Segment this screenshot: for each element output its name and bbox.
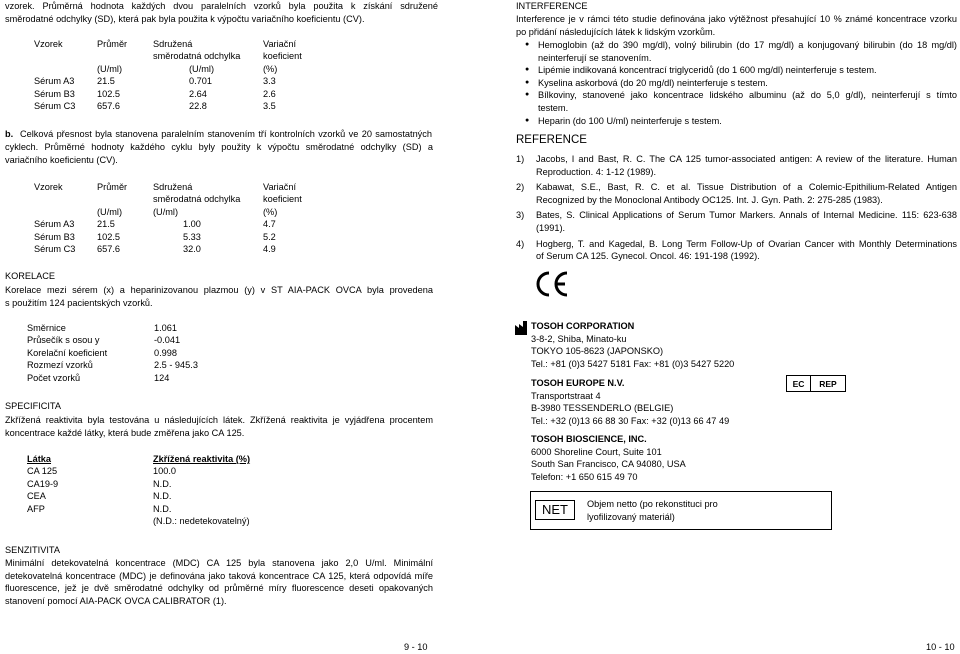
net-symbol: NET: [535, 500, 575, 520]
address-line: Telefon: +1 650 615 49 70: [531, 471, 638, 482]
item-line: ● Bílkoviny, stanovené jako koncentrace lidského albuminu (až do 5,0 g/dl), neinterferují s tímto: [538, 90, 957, 101]
table-row: [27, 478, 293, 490]
page-number-left: 9 - 10: [404, 642, 428, 652]
reference-line: Hogberg, T. and Kagedal, B. Long Term Follow-Up of Ovarian Cancer with Monthly Determinations: [536, 238, 957, 249]
net-line: lyofilizovaný materiál): [587, 511, 675, 522]
paragraph-line: s použitím 124 pacientských vzorků.: [5, 297, 153, 308]
cell: 22.8: [189, 101, 207, 112]
cell: 3.3: [263, 76, 276, 87]
list-item: [516, 39, 957, 64]
item-line: testem.: [538, 102, 569, 113]
cell: 657.6: [97, 101, 120, 112]
paragraph-line: Interference je v rámci této studie definována jako výtěžnost přesahující 10 % známé koncentrace vzorku: [516, 14, 957, 24]
stat-row: [27, 347, 234, 359]
table-row: [34, 243, 323, 255]
interference-paragraph: [516, 13, 957, 38]
reference-line: (1991).: [536, 222, 566, 233]
table-row: [27, 490, 293, 502]
item-line: neinterferují se stanovením.: [538, 52, 652, 63]
header-cell: koeficient: [263, 51, 302, 62]
stat-row: [27, 322, 234, 334]
table-header-row: [34, 181, 323, 193]
cell: Sérum C3: [34, 244, 76, 255]
header-cell: Sdružená: [153, 39, 193, 49]
company-name: TOSOH BIOSCIENCE, INC.: [531, 434, 647, 444]
cell: 21.5: [97, 76, 115, 87]
reference-line: Jacobs, I and Bast, R. C. The CA 125 tumor-associated antigen: A review of the literature. Human: [536, 154, 957, 164]
paragraph-line: Celková přesnost byla stanovena paralelním stanovením tří kontrolních vzorků ve 20 samostatných: [20, 129, 432, 139]
stat-value: 2.5 - 945.3: [154, 360, 198, 371]
list-item: [516, 64, 957, 77]
reference-line: Kabawat, S.E., Bast, R. C. et al. Tissue Distribution of a Colemic-Epithilium-Related Antigen: [536, 182, 957, 193]
list-item: [516, 115, 957, 128]
reference-number: 2): [516, 182, 525, 193]
interference-list: [516, 39, 957, 127]
cell: 2.64: [189, 88, 207, 99]
paragraph-line: cyklech. Průměrné hodnoty každého cyklu byly použity k výpočtu směrodatné odchylky (SD) a: [5, 142, 433, 152]
reference-heading: REFERENCE: [516, 134, 587, 146]
header-cell: koeficient: [263, 194, 302, 205]
header-cell: Sdružená: [153, 182, 193, 192]
cell: Sérum C3: [34, 101, 76, 112]
cell: N.D.: [153, 491, 172, 502]
cell: 3.5: [263, 101, 276, 112]
cell: 2.6: [263, 88, 276, 99]
reference-line: Recognized by the Monoclonal Antibody OC125. Int. J. Gyn. Path. 2: 275-285 (1983).: [536, 194, 883, 205]
cell: Sérum A3: [34, 219, 75, 230]
table-units-row: [34, 206, 323, 218]
cell: 4.9: [263, 244, 276, 255]
cell: (N.D.: nedetekovatelný): [153, 516, 250, 527]
unit-cell: (%): [263, 63, 278, 74]
unit-cell: (%): [263, 206, 278, 217]
net-line: Objem netto (po rekonstituci pro: [587, 499, 718, 509]
company-name: TOSOH CORPORATION: [531, 321, 635, 331]
reference-number: 4): [516, 238, 525, 249]
stat-row: [27, 372, 234, 384]
cell: CA 125: [27, 466, 58, 477]
reference-item: [516, 153, 957, 178]
paragraph-line: variačního koeficientu (CV).: [5, 154, 118, 165]
ec-label: EC: [787, 376, 811, 391]
precision-table-1: [34, 38, 323, 112]
cell: N.D.: [153, 478, 172, 489]
stat-value: 0.998: [154, 347, 177, 358]
item-line: ● Lipémie indikovaná koncentrací triglyceridů (do 1 600 mg/dl) neinterferuje s testem.: [538, 65, 877, 76]
paragraph-line: Zkřížená reaktivita byla testována u následujících látek. Zkřížená reaktivita je vyjádřena procentem: [5, 415, 433, 425]
stat-label: Směrnice: [27, 323, 66, 333]
table-row: [34, 100, 323, 112]
header-cell: Vzorek: [34, 182, 63, 192]
reference-line: Bates, S. Clinical Applications of Serum Tumor Markers. Annals of Internal Medicine. 115: 623-638: [536, 210, 957, 221]
cell: 1.00: [183, 219, 201, 230]
intro-paragraph: [5, 0, 438, 25]
cell: 21.5: [97, 219, 115, 230]
ce-mark-icon: [533, 270, 573, 303]
table-units-row: [34, 63, 323, 75]
table-row: [34, 75, 323, 87]
paragraph-line: fluorescence, jež je dvě směrodatné odchylky od průměrné míry fluorescence deseti opakovaných: [5, 583, 433, 594]
page-number-right: 10 - 10: [926, 642, 955, 652]
unit-cell: (U/ml): [189, 63, 215, 74]
tosoh-europe-block: [531, 377, 729, 427]
section-b-label: b.: [5, 129, 14, 139]
korelace-stats: [27, 322, 234, 384]
header-cell: Látka: [27, 454, 52, 464]
reference-item: [516, 181, 957, 206]
manufacturer-icon: [514, 320, 528, 341]
intro-line: vzorek. Průměrná hodnota každých dvou paralelních vzorků byla použita k získání sdružené: [5, 1, 438, 11]
cell: Sérum B3: [34, 231, 75, 242]
table-header-row: [34, 50, 323, 62]
header-cell: směrodatná odchylka: [153, 51, 241, 62]
address-line: Tel.: +32 (0)13 66 88 30 Fax: +32 (0)13 66 47 49: [531, 415, 730, 426]
table-header-row: [34, 38, 323, 50]
item-line: ● Kyselina askorbová (do 20 mg/dl) neinterferuje s testem.: [538, 77, 768, 88]
cell: N.D.: [153, 503, 172, 514]
stat-label: Průsečík s osou y: [27, 335, 100, 346]
cell: 5.33: [183, 231, 201, 242]
paragraph-line: stanovení pomocí AIA-PACK OVCA CALIBRATOR (1).: [5, 595, 227, 606]
address-line: Tel.: +81 (0)3 5427 5181 Fax: +81 (0)3 5427 5220: [531, 358, 735, 369]
cell: 102.5: [97, 231, 120, 242]
interference-heading: INTERFERENCE: [516, 1, 588, 11]
address-line: South San Francisco, CA 94080, USA: [531, 459, 686, 470]
reference-list: [516, 153, 957, 266]
cell: Sérum B3: [34, 88, 75, 99]
ec-rep-symbol: [786, 375, 846, 392]
stat-row: [27, 359, 234, 371]
stat-value: 1.061: [154, 323, 177, 333]
cell: 5.2: [263, 231, 276, 242]
item-line: ● Heparin (do 100 U/ml) neinterferuje s testem.: [538, 115, 722, 126]
precision-table-2: [34, 181, 323, 255]
reference-line: of Serum CA 125. Gynecol. Oncol. 46: 191-198 (1992).: [536, 251, 760, 262]
senzitivita-heading: SENZITIVITA: [5, 545, 60, 555]
reference-line: Reproduction. 4: 1-12 (1989).: [536, 166, 657, 177]
stat-value: -0.041: [154, 335, 181, 346]
specificita-heading: SPECIFICITA: [5, 401, 61, 411]
header-cell: Průměr: [97, 182, 128, 192]
table-row: [27, 465, 293, 477]
table-row: [27, 503, 293, 515]
unit-cell: (U/ml): [153, 206, 179, 217]
list-item: [516, 77, 957, 90]
header-cell: Průměr: [97, 39, 128, 49]
reference-item: [516, 238, 957, 263]
unit-cell: (U/ml): [97, 206, 123, 217]
unit-cell: (U/ml): [97, 63, 123, 74]
reference-item: [516, 209, 957, 234]
paragraph-line: po přidání následujících látek k lidským vzorkům.: [516, 26, 716, 37]
header-cell: Zkřížená reaktivita (%): [153, 454, 251, 464]
table-row: [34, 88, 323, 100]
header-cell: Variační: [263, 39, 297, 49]
reference-number: 3): [516, 210, 525, 221]
section-b-paragraph-cont: [5, 141, 433, 166]
intro-line: směrodatné odchylky (SD), která pak byla použita k výpočtu variačního koeficientu (CV).: [5, 13, 365, 24]
paragraph-line: Minimální detekovatelná koncentrace (MDC) CA 125 byla stanovena jako 2,0 U/ml. Minimální: [5, 558, 433, 568]
stat-value: 124: [154, 372, 170, 383]
table-row: [34, 231, 323, 243]
senzitivita-paragraph: [5, 557, 433, 607]
cell: 0.701: [189, 76, 212, 87]
rep-label: REP: [819, 378, 837, 389]
stat-row: [27, 334, 234, 346]
item-line: ● Hemoglobin (až do 390 mg/dl), volný bilirubin (do 17 mg/dl) a konjugovaný bilirubin (do 18 mg/dl): [538, 40, 957, 50]
cell: CEA: [27, 491, 46, 502]
address-line: TOKYO 105-8623 (JAPONSKO): [531, 346, 664, 357]
cell: 100.0: [153, 466, 176, 477]
net-description: [587, 498, 718, 523]
stat-label: Rozmezí vzorků: [27, 360, 93, 371]
table-row: [27, 515, 293, 527]
cell: 657.6: [97, 244, 120, 255]
table-row: [34, 218, 323, 230]
address-line: 3-8-2, Shiba, Minato-ku: [531, 333, 627, 344]
tosoh-corporation-block: [531, 320, 734, 370]
company-name: TOSOH EUROPE N.V.: [531, 378, 625, 388]
cell: CA19-9: [27, 478, 59, 489]
address-line: B-3980 TESSENDERLO (BELGIE): [531, 403, 674, 414]
specificita-paragraph: [5, 414, 433, 439]
header-cell: Variační: [263, 182, 297, 192]
paragraph-line: detekovatelná koncentrace (MDC) je definována jako taková koncentrace CA 125, která odpovídá míře: [5, 570, 433, 581]
table-header-row: [34, 193, 323, 205]
korelace-paragraph: [5, 284, 433, 309]
section-b-paragraph: [20, 128, 432, 141]
cell: AFP: [27, 503, 45, 514]
cross-reactivity-table: [27, 453, 293, 527]
net-symbol-box: [530, 491, 832, 530]
header-cell: směrodatná odchylka: [153, 194, 241, 205]
cell: 32.0: [183, 244, 201, 255]
reference-number: 1): [516, 154, 525, 164]
paragraph-line: Korelace mezi sérem (x) a heparinizovanou plazmou (y) v ST AIA-PACK OVCA byla provedena: [5, 285, 433, 295]
cell: 4.7: [263, 219, 276, 230]
table-header-row: [27, 453, 293, 465]
address-line: Transportstraat 4: [531, 390, 601, 401]
header-cell: Vzorek: [34, 39, 63, 49]
paragraph-line: koncentrace každé látky, která bude změřena jako CA 125.: [5, 427, 245, 438]
stat-label: Počet vzorků: [27, 372, 81, 383]
tosoh-bioscience-block: [531, 433, 686, 483]
stat-label: Korelační koeficient: [27, 347, 108, 358]
korelace-heading: KORELACE: [5, 271, 56, 281]
cell: Sérum A3: [34, 76, 75, 87]
address-line: 6000 Shoreline Court, Suite 101: [531, 446, 662, 457]
cell: [27, 515, 153, 527]
list-item: [516, 89, 957, 114]
cell: 102.5: [97, 88, 120, 99]
